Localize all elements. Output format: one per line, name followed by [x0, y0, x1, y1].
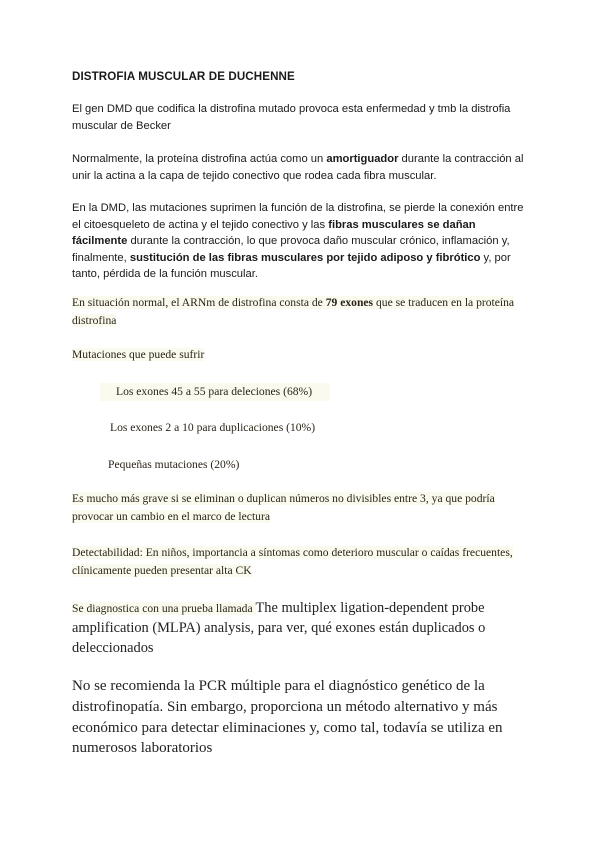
paragraph-pcr: No se recomienda la PCR múltiple para el diagnóstico genético de la distrofinopatía. Sin embargo, proporciona un método alternativo y más económico para detectar eliminaciones y, como tal, todavía se utiliza en numerosos laboratorios	[72, 678, 503, 757]
bold-text: 79 exones	[325, 296, 374, 309]
paragraph-exons	[72, 294, 532, 329]
paragraph-diagnosis	[72, 598, 532, 658]
paragraph-detectability	[72, 544, 532, 579]
paragraph-dmd-mutations	[72, 200, 532, 283]
mutation-item: Los exones 2 a 10 para duplicaciones (10%)	[110, 421, 316, 434]
text: En situación normal, el ARNm de distrofina consta de	[72, 296, 326, 309]
text: Normalmente, la proteína distrofina actúa como un	[72, 153, 327, 165]
text: durante la contracción al unir la actina a la capa de tejido conectivo que rodea cada fibra muscular.	[72, 153, 524, 182]
text: durante la contracción, lo que provoca daño muscular crónico, inflamación y, finalmente,	[72, 235, 510, 264]
bold-text: fibras musculares se dañan fácilmente	[72, 218, 476, 247]
paragraph-normal-function	[72, 151, 532, 184]
text: y, por tanto, pérdida de la función muscular.	[72, 251, 511, 280]
text: que se traducen en la proteína distrofina	[72, 296, 515, 327]
text: Detectabilidad: En niños, importancia a síntomas como deterioro muscular o caídas frecuentes, clínicamente pueden presentar alta CK	[72, 546, 513, 577]
paragraph-severity	[72, 490, 532, 525]
bold-text: sustitución de las fibras musculares por tejido adiposo y fibrótico	[129, 251, 481, 264]
mutation-item: Los exones 45 a 55 para deleciones (68%)	[100, 383, 330, 401]
mutation-item: Pequeñas mutaciones (20%)	[108, 458, 240, 471]
bold-text: amortiguador	[326, 153, 399, 165]
text: Se diagnostica con una prueba llamada	[72, 602, 256, 615]
paragraph-gene: El gen DMD que codifica la distrofina mutado provoca esta enfermedad y tmb la distrofia muscular de Becker	[72, 103, 511, 132]
text: En la DMD, las mutaciones suprimen la función de la distrofina, se pierde la conexión entre el citoesqueleto de actina y el tejido conectivo y las	[72, 202, 524, 231]
text: Es mucho más grave si se eliminan o duplican números no divisibles entre 3, ya que podría provocar un cambio en el marco de lectura	[72, 492, 495, 523]
mutations-heading	[72, 346, 532, 364]
text: The multiplex ligation-dependent probe amplification (MLPA) analysis, para ver, qué exones están duplicados o deleccionados	[72, 600, 486, 656]
text: Mutaciones que puede sufrir	[72, 348, 205, 361]
document-title: DISTROFIA MUSCULAR DE DUCHENNE	[72, 70, 295, 83]
